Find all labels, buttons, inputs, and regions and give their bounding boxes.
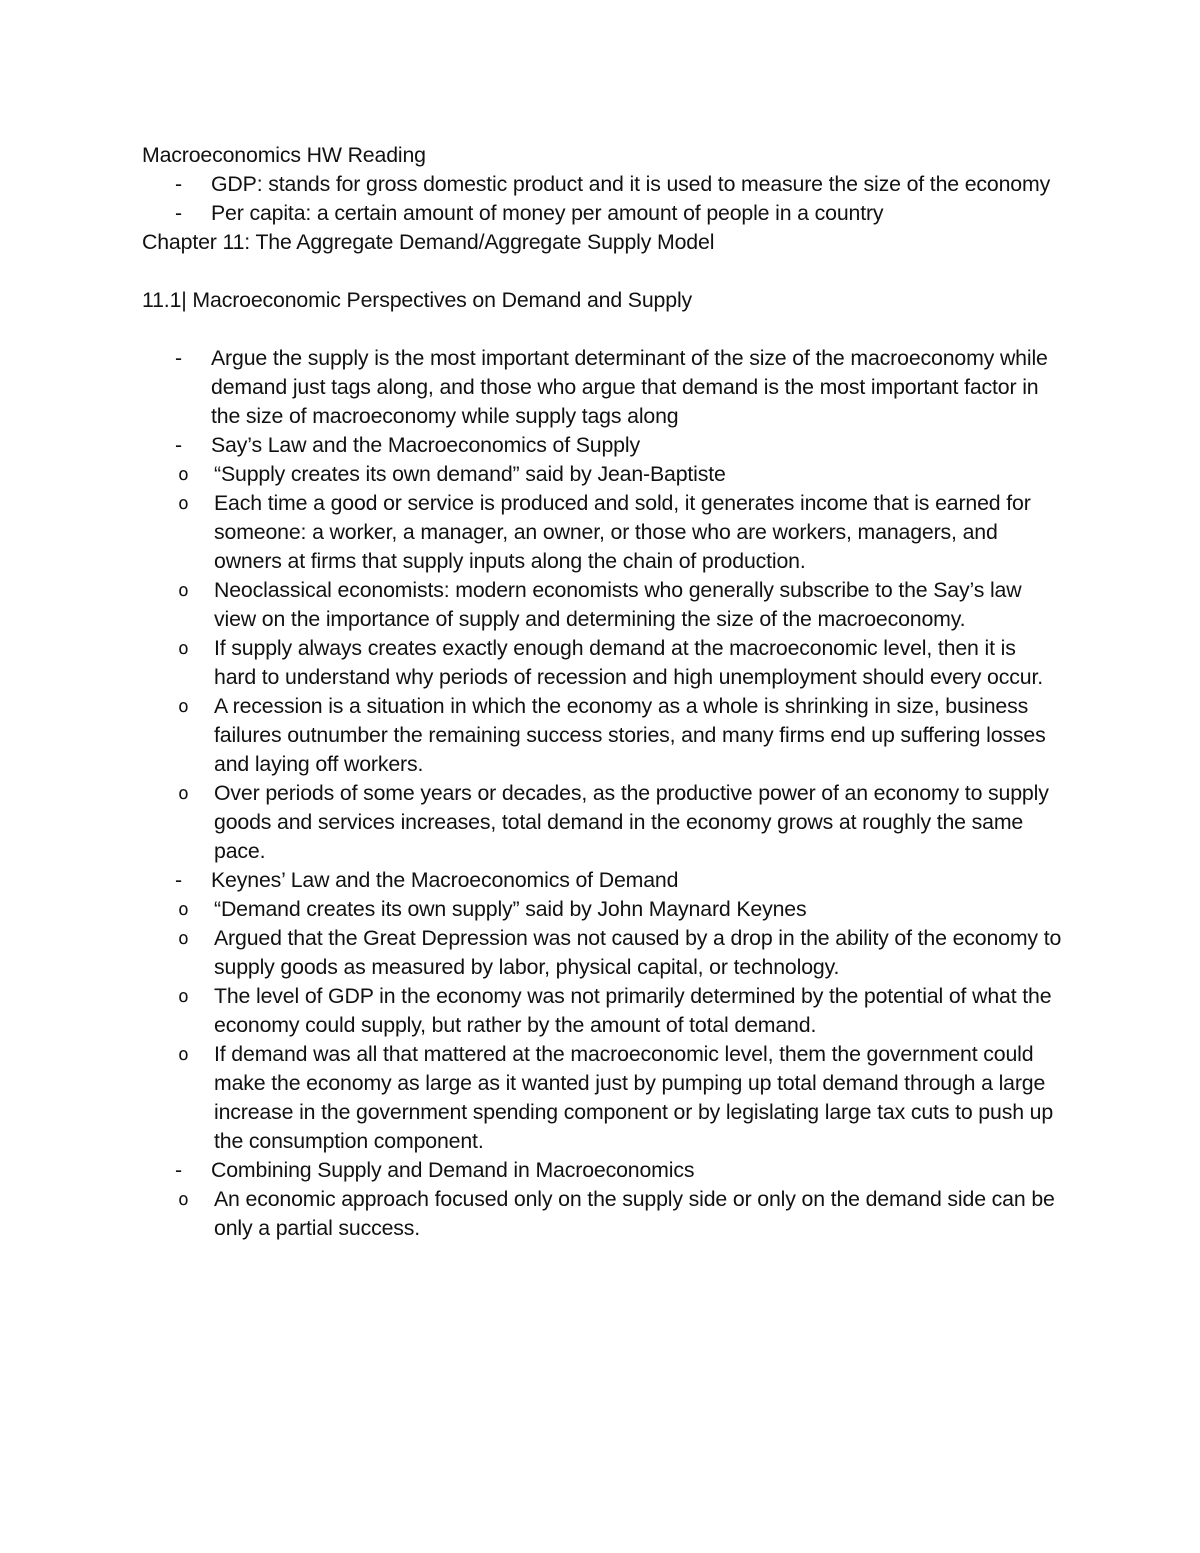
section-bullet-list xyxy=(142,344,1062,1243)
circle-bullet: o xyxy=(178,783,189,804)
list-item xyxy=(142,170,1062,199)
sub-list-item-text: “Supply creates its own demand” said by Jean-Baptiste xyxy=(214,462,726,486)
sub-list-item xyxy=(142,576,1062,634)
circle-bullet: o xyxy=(178,928,189,949)
sub-list-item xyxy=(142,779,1062,866)
list-item xyxy=(142,1156,1062,1243)
list-item xyxy=(142,431,1062,866)
sub-list-item xyxy=(142,895,1062,924)
sub-list-item-text: If supply always creates exactly enough demand at the macroeconomic level, then it is hard to understand why periods of recession and high unemployment should every occur. xyxy=(214,636,1043,689)
sub-list-item xyxy=(142,489,1062,576)
circle-bullet: o xyxy=(178,580,189,601)
sub-list-item-text: A recession is a situation in which the economy as a whole is shrinking in size, business failures outnumber the remaining success stories, and many firms end up suffering losses and laying off workers. xyxy=(214,694,1046,776)
list-item xyxy=(142,866,1062,1156)
circle-bullet: o xyxy=(178,1189,189,1210)
list-item-text: GDP: stands for gross domestic product and it is used to measure the size of the economy xyxy=(211,172,1051,196)
circle-bullet: o xyxy=(178,1044,189,1065)
sub-list-item xyxy=(142,982,1062,1040)
list-item xyxy=(142,199,1062,228)
sub-list-item xyxy=(142,1040,1062,1156)
sub-list-item-text: Neoclassical economists: modern economists who generally subscribe to the Say’s law view on the importance of supply and determining the size of the macroeconomy. xyxy=(214,578,1022,631)
dash-bullet: - xyxy=(175,172,182,196)
dash-bullet: - xyxy=(175,346,182,370)
list-item-text: Combining Supply and Demand in Macroeconomics xyxy=(211,1158,695,1182)
sub-list-item-text: An economic approach focused only on the supply side or only on the demand side can be only a partial success. xyxy=(214,1187,1055,1240)
document-body xyxy=(142,141,1062,1243)
section-heading: 11.1| Macroeconomic Perspectives on Demand and Supply xyxy=(142,288,693,312)
circle-bullet: o xyxy=(178,986,189,1007)
dash-bullet: - xyxy=(175,868,182,892)
sub-list-item-text: Over periods of some years or decades, as the productive power of an economy to supply goods and services increases, total demand in the economy grows at roughly the same pace. xyxy=(214,781,1049,863)
sub-list-item xyxy=(142,634,1062,692)
sub-bullet-list xyxy=(142,1185,1062,1243)
list-item-text: Say’s Law and the Macroeconomics of Supply xyxy=(211,433,640,457)
circle-bullet: o xyxy=(178,899,189,920)
circle-bullet: o xyxy=(178,638,189,659)
sub-bullet-list xyxy=(142,895,1062,1156)
circle-bullet: o xyxy=(178,493,189,514)
list-item-text: Argue the supply is the most important determinant of the size of the macroeconomy while demand just tags along, and those who argue that demand is the most important factor in the size of macroeconomy while supply tags along xyxy=(211,346,1048,428)
dash-bullet: - xyxy=(175,201,182,225)
dash-bullet: - xyxy=(175,1158,182,1182)
sub-bullet-list xyxy=(142,460,1062,866)
sub-list-item-text: Each time a good or service is produced and sold, it generates income that is earned for someone: a worker, a manager, an owner, or those who are workers, managers, and owners at firms that supply inputs along the chain of production. xyxy=(214,491,1031,573)
sub-list-item-text: “Demand creates its own supply” said by John Maynard Keynes xyxy=(214,897,807,921)
intro-bullet-list xyxy=(142,170,1062,228)
sub-list-item-text: If demand was all that mattered at the macroeconomic level, them the government could make the economy as large as it wanted just by pumping up total demand through a large increase in the government spending component or by legislating large tax cuts to push up the consumption component. xyxy=(214,1042,1054,1153)
circle-bullet: o xyxy=(178,464,189,485)
list-item-text: Keynes’ Law and the Macroeconomics of Demand xyxy=(211,868,679,892)
sub-list-item xyxy=(142,692,1062,779)
list-item-text: Per capita: a certain amount of money per amount of people in a country xyxy=(211,201,884,225)
sub-list-item xyxy=(142,924,1062,982)
chapter-heading: Chapter 11: The Aggregate Demand/Aggregate Supply Model xyxy=(142,230,715,254)
sub-list-item xyxy=(142,460,1062,489)
dash-bullet: - xyxy=(175,433,182,457)
sub-list-item-text: Argued that the Great Depression was not caused by a drop in the ability of the economy to supply goods as measured by labor, physical capital, or technology. xyxy=(214,926,1062,979)
document-title: Macroeconomics HW Reading xyxy=(142,143,426,167)
list-item xyxy=(142,344,1062,431)
circle-bullet: o xyxy=(178,696,189,717)
sub-list-item-text: The level of GDP in the economy was not primarily determined by the potential of what the economy could supply, but rather by the amount of total demand. xyxy=(214,984,1052,1037)
sub-list-item xyxy=(142,1185,1062,1243)
